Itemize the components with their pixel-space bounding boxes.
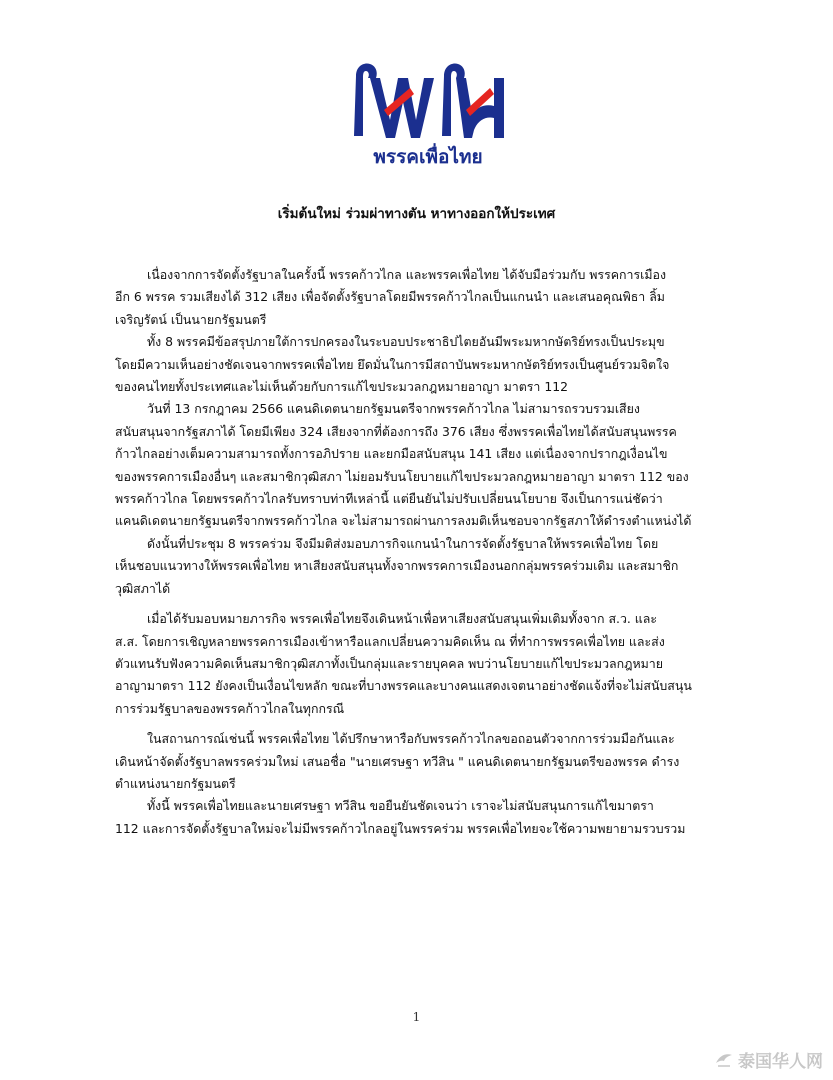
text-line: อีก 6 พรรค รวมเสียงได้ 312 เสียง เพื่อจัดตั้งรัฐบาลโดยมีพรรคก้าวไกลเป็นแกนนำ และเสนอคุณพิธา ลิ้ม [115, 289, 665, 305]
text-line: พรรคก้าวไกล โดยพรรคก้าวไกลรับทราบท่าทีเหล่านี้ แต่ยืนยันไม่ปรับเปลี่ยนนโยบาย จึงเป็นการแน่ชัดว่า [115, 491, 663, 507]
text-line: โดยมีความเห็นอย่างชัดเจนจากพรรคเพื่อไทย ยึดมั่นในการมีสถาบันพระมหากษัตริย์ทรงเป็นศูนย์รวมจิตใจ [115, 356, 670, 372]
text-line: ตำแหน่งนายกรัฐมนตรี [115, 775, 236, 791]
watermark-text: 泰国华人网 [738, 1051, 823, 1072]
party-logo [348, 58, 508, 170]
paragraph [115, 398, 760, 532]
document-body [115, 264, 760, 840]
text-line: ตัวแทนรับฟังความคิดเห็นสมาชิกวุฒิสภาทั้งเป็นกลุ่มและรายบุคคล พบว่านโยบายแก้ไขประมวลกฎหมาย [115, 655, 663, 671]
paragraph [115, 533, 760, 600]
paragraph [115, 331, 760, 398]
text-line: วุฒิสภาได้ [115, 580, 171, 596]
page-number: 1 [412, 1010, 421, 1024]
text-line: เห็นชอบแนวทางให้พรรคเพื่อไทย หาเสียงสนับสนุนทั้งจากพรรคการเมืองนอกกลุ่มพรรคร่วมเดิม และสมาชิก [115, 558, 679, 574]
text-line: เจริญรัตน์ เป็นนายกรัฐมนตรี [115, 311, 267, 327]
text-line: ทั้งนี้ พรรคเพื่อไทยและนายเศรษฐา ทวีสิน ขอยืนยันชัดเจนว่า เราจะไม่สนับสนุนการแก้ไขมาตรา [147, 798, 654, 814]
text-line: 112 และการจัดตั้งรัฐบาลใหม่จะไม่มีพรรคก้าวไกลอยู่ในพรรคร่วม พรรคเพื่อไทยจะใช้ความพยายามรวบรวม [115, 820, 686, 836]
text-line: เดินหน้าจัดตั้งรัฐบาลพรรคร่วมใหม่ เสนอชื่อ "นายเศรษฐา ทวีสิน " แคนดิเดตนายกรัฐมนตรีของพรรค ดำรง [115, 753, 680, 769]
text-line: อาญามาตรา 112 ยังคงเป็นเงื่อนไขหลัก ขณะที่บางพรรคและบางคนแสดงเจตนาอย่างชัดแจ้งที่จะไม่สนับสนุน [115, 678, 692, 694]
text-line: ของคนไทยทั้งประเทศและไม่เห็นด้วยกับการแก้ไขประมวลกฎหมายอาญา มาตรา 112 [115, 379, 568, 395]
text-line: แคนดิเดตนายกรัฐมนตรีจากพรรคก้าวไกล จะไม่สามารถผ่านการลงมติเห็นชอบจากรัฐสภาให้ดำรงตำแหน่งได้ [115, 513, 692, 529]
paragraph [115, 728, 760, 795]
watermark [714, 1046, 823, 1072]
party-mark-icon [348, 58, 508, 142]
text-line: ก้าวไกลอย่างเต็มความสามารถทั้งการอภิปราย และยกมือสนับสนุน 141 เสียง แต่เนื่องจากปรากฎเงื่อนไข [115, 446, 668, 462]
text-line: เนื่องจากการจัดตั้งรัฐบาลในครั้งนี้ พรรคก้าวไกล และพรรคเพื่อไทย ได้จับมือร่วมกับ พรรคการเมือง [147, 267, 667, 282]
text-line: ส.ส. โดยการเชิญหลายพรรคการเมืองเข้าหารือแลกเปลี่ยนความคิดเห็น ณ ที่ทำการพรรคเพื่อไทย และส่ง [115, 633, 665, 649]
bird-logo-icon [714, 1049, 734, 1069]
text-line: การร่วมรัฐบาลของพรรคก้าวไกลในทุกกรณี [115, 700, 345, 716]
text-line: ในสถานการณ์เช่นนี้ พรรคเพื่อไทย ได้ปรึกษาหารือกับพรรคก้าวไกลขอถอนตัวจากการร่วมมือกันและ [147, 731, 675, 747]
text-line: เมื่อได้รับมอบหมายภารกิจ พรรคเพื่อไทยจึงเดินหน้าเพื่อหาเสียงสนับสนุนเพิ่มเติมทั้งจาก ส.ว. และ [147, 611, 658, 627]
document-title: เริ่มต้นใหม่ ร่วมผ่าทางตัน หาทางออกให้ประเทศ [277, 206, 556, 222]
paragraph [115, 608, 760, 720]
paragraph [115, 795, 760, 840]
text-line: สนับสนุนจากรัฐสภาได้ โดยมีเพียง 324 เสียงจากที่ต้องการถึง 376 เสียง ซึ่งพรรคเพื่อไทยได้สนับสนุนพรรค [115, 423, 677, 439]
text-line: ทั้ง 8 พรรคมีข้อสรุปภายใต้การปกครองในระบอบประชาธิปไตยอันมีพระมหากษัตริย์ทรงเป็นประมุข [147, 334, 665, 350]
text-line: วันที่ 13 กรกฎาคม 2566 แคนดิเดตนายกรัฐมนตรีจากพรรคก้าวไกล ไม่สามารถรวบรวมเสียง [147, 401, 640, 417]
paragraph [115, 264, 760, 331]
text-line: ของพรรคการเมืองอื่นๆ และสมาชิกวุฒิสภา ไม่ยอมรับนโยบายแก้ไขประมวลกฎหมายอาญา มาตรา 112 ของ [115, 468, 689, 484]
text-line: ดังนั้นที่ประชุม 8 พรรคร่วม จึงมีมติส่งมอบภารกิจแกนนำในการจัดตั้งรัฐบาลให้พรรคเพื่อไทย โดย [147, 535, 659, 551]
party-name: พรรคเพื่อไทย [373, 146, 483, 168]
